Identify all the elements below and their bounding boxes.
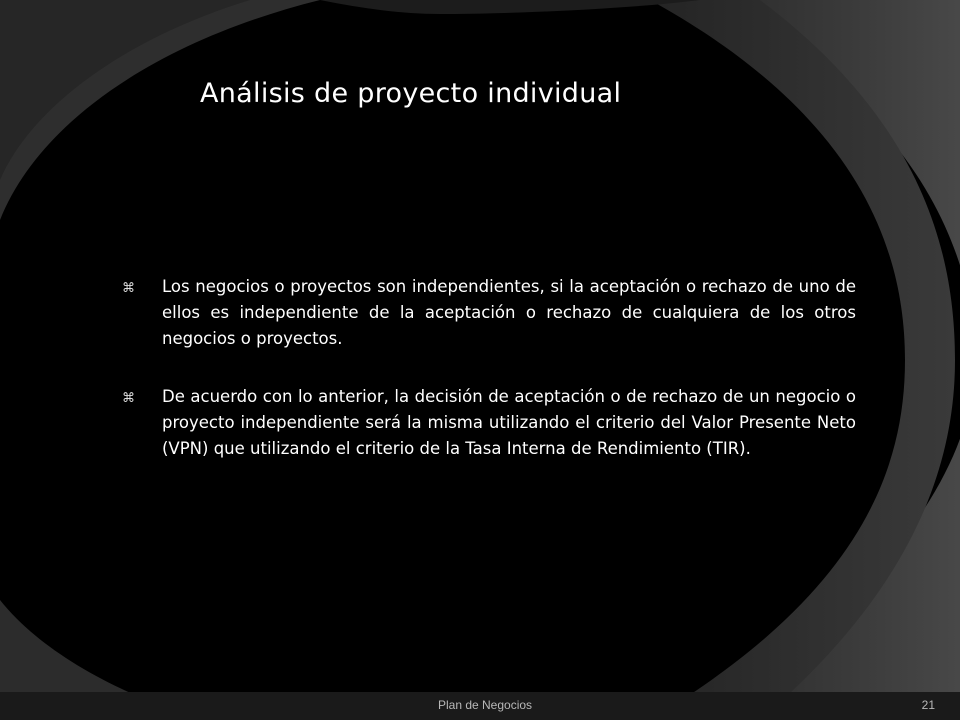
- footer-text: Plan de Negocios: [437, 698, 533, 712]
- bullet-text: Los negocios o proyectos son independientes, si la aceptación o rechazo de uno de ellos es independiente de la aceptación o rechazo de cualquiera de los otros negocios o proyectos.: [162, 277, 856, 348]
- bullet-item: [122, 384, 856, 462]
- top-band: [320, 0, 700, 14]
- bullet-text: De acuerdo con lo anterior, la decisión de aceptación o de rechazo de un negocio o proyecto independiente será la misma utilizando el criterio del Valor Presente Neto (VPN) que utilizando el criterio de la Tasa Interna de Rendimiento (TIR).: [162, 387, 856, 458]
- slide-title: Análisis de proyecto individual: [200, 78, 622, 109]
- command-icon: ⌘: [122, 281, 135, 296]
- command-icon: ⌘: [122, 391, 135, 406]
- page-number: 21: [921, 698, 935, 712]
- bullet-item: [122, 274, 856, 352]
- bullet-list: [122, 274, 856, 494]
